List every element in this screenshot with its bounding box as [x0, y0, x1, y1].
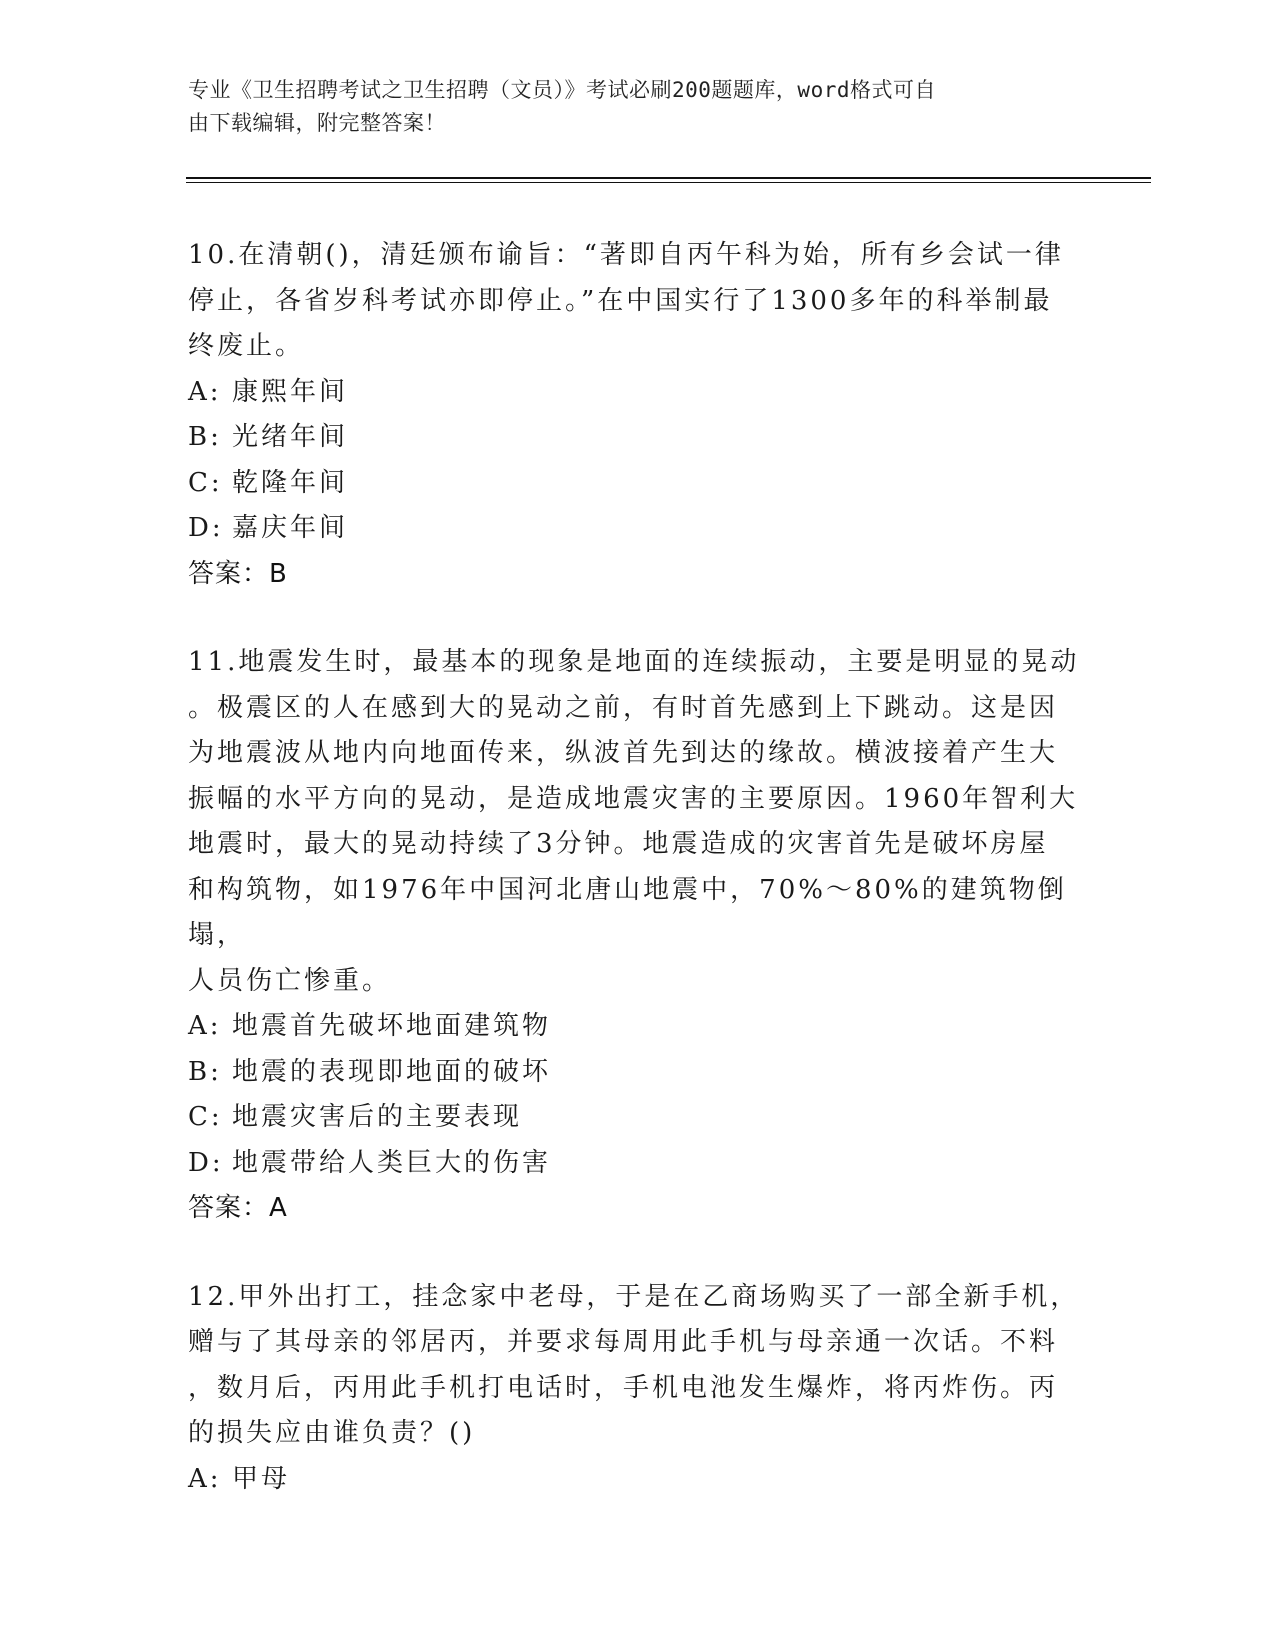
option-letter: B: [188, 422, 222, 452]
option-text: 地震首先破坏地面建筑物 [232, 1011, 552, 1041]
option-b [188, 1050, 1088, 1096]
option-text: 乾隆年间 [232, 467, 349, 498]
stem-line: 终废止。 [188, 331, 305, 361]
question-11 [188, 640, 1088, 1232]
option-text: 甲母 [232, 1463, 291, 1494]
option-text: 光绪年间 [232, 422, 349, 452]
option-letter: A: [188, 376, 222, 407]
option-letter: C: [188, 1102, 223, 1132]
option-text: 康熙年间 [232, 376, 349, 407]
option-letter: D: [188, 1147, 224, 1178]
answer-line: 答案：B [188, 558, 288, 589]
option-list [188, 1004, 1088, 1186]
option-letter: A: [188, 1463, 222, 1494]
option-a [188, 1457, 1088, 1503]
question-stem [188, 1275, 1088, 1457]
option-d [188, 1141, 1088, 1187]
option-text: 地震带给人类巨大的伤害 [232, 1147, 552, 1178]
option-letter: D: [188, 513, 224, 543]
stem-line: ，数月后，丙用此手机打电话时，手机电池发生爆炸，将丙炸伤。丙 [188, 1372, 1059, 1403]
option-c [188, 461, 1088, 507]
stem-line: 人员伤亡惨重。 [188, 965, 392, 996]
stem-line: 12.甲外出打工，挂念家中老母，于是在乙商场购买了一部全新手机， [188, 1281, 1080, 1312]
stem-line: 。极震区的人在感到大的晃动之前，有时首先感到上下跳动。这是因 [188, 692, 1059, 723]
question-list [188, 233, 1088, 1545]
option-text: 地震灾害后的主要表现 [232, 1102, 523, 1132]
option-b [188, 415, 1088, 461]
option-letter: B: [188, 1056, 222, 1087]
stem-line: 10.在清朝()，清廷颁布谕旨：“著即自丙午科为始，所有乡会试一律 [188, 240, 1064, 270]
stem-line: 为地震波从地内向地面传来，纵波首先到达的缘故。横波接着产生大 [188, 738, 1059, 768]
header-divider [186, 177, 1151, 179]
option-text: 地震的表现即地面的破坏 [232, 1056, 552, 1087]
option-c [188, 1095, 1088, 1141]
stem-line: 振幅的水平方向的晃动，是造成地震灾害的主要原因。1960年智利大 [188, 783, 1079, 814]
option-a [188, 370, 1088, 416]
header-line-2: 由下载编辑，附完整答案！ [188, 111, 446, 135]
option-text: 嘉庆年间 [232, 513, 349, 543]
option-letter: A: [188, 1011, 222, 1041]
option-letter: C: [188, 467, 223, 498]
document-header [188, 74, 1068, 140]
stem-line: 的损失应由谁负责？() [188, 1418, 476, 1448]
question-12 [188, 1275, 1088, 1503]
question-stem [188, 640, 1088, 1004]
header-divider-thin [186, 182, 1151, 183]
stem-line: 地震时，最大的晃动持续了3分钟。地震造成的灾害首先是破坏房屋 [188, 829, 1049, 859]
answer-line: 答案：A [188, 1193, 288, 1223]
question-10 [188, 233, 1088, 597]
option-d [188, 506, 1088, 552]
option-list [188, 370, 1088, 552]
stem-line: 停止，各省岁科考试亦即停止。”在中国实行了1300多年的科举制最 [188, 285, 1053, 316]
option-a [188, 1004, 1088, 1050]
option-list [188, 1457, 1088, 1503]
stem-line: 和构筑物，如1976年中国河北唐山地震中，70%～80%的建筑物倒塌， [188, 874, 1067, 950]
question-stem [188, 233, 1088, 370]
stem-line: 11.地震发生时，最基本的现象是地面的连续振动，主要是明显的晃动 [188, 647, 1080, 677]
header-line-1: 专业《卫生招聘考试之卫生招聘（文员）》考试必刷200题题库，word格式可自 [188, 78, 936, 102]
stem-line: 赠与了其母亲的邻居丙，并要求每周用此手机与母亲通一次话。不料 [188, 1327, 1059, 1357]
